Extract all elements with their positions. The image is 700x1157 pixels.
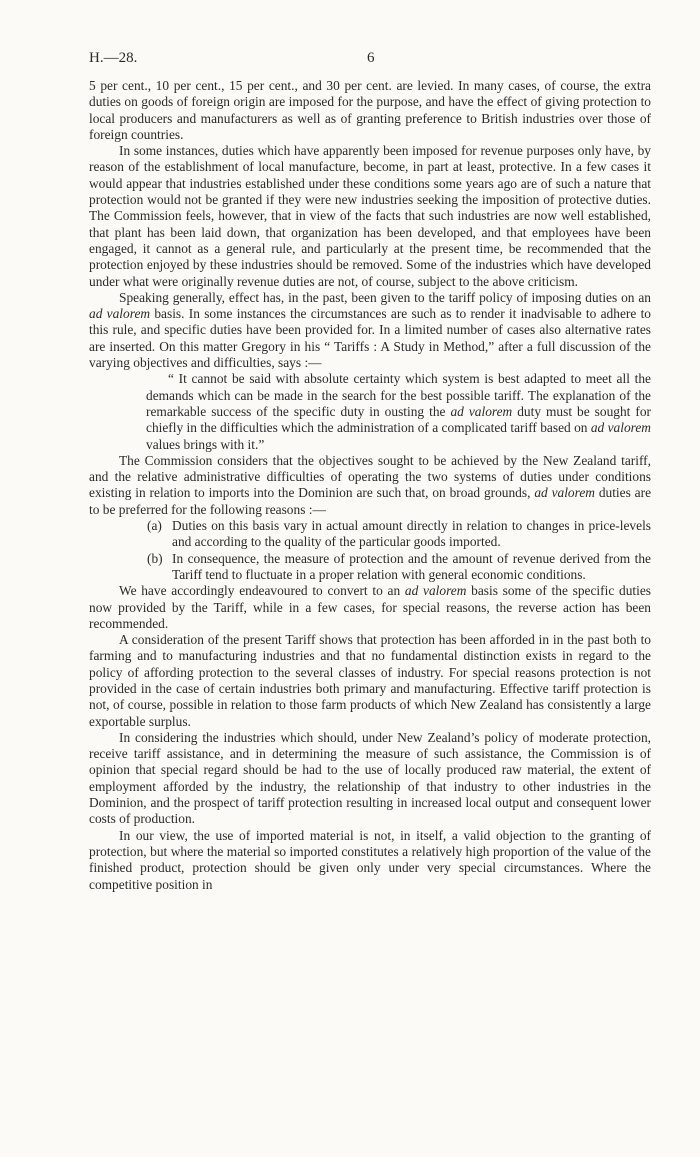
italic-term: ad valorem: [404, 583, 467, 599]
italic-term: ad valorem: [534, 485, 595, 501]
paragraph-commission-considers: [89, 453, 651, 518]
text-run: “ It cannot be said with absolute certainty which system is best adapted to meet all the demands which can be made in the search for the best possible tariff. The explanation of the remarkable success of the specific duty in ousting the: [146, 371, 651, 419]
list-item-b: [147, 551, 651, 584]
page-number: 6: [367, 50, 375, 66]
italic-term: ad valorem: [590, 420, 651, 436]
paragraph-revenue-duties: In some instances, duties which have apparently been imposed for revenue purposes only have, by reason of the establishment of local manufacture, become, in part at least, protective. In a few cases it would appear that industries established under these conditions some years ago are of such a nature that protection would not be granted if they were new industries seeking the imposition of protective duties. The Commission feels, however, that in view of the facts that such industries are now well established, that plant has been laid down, that organization has been developed, and that employees have been engaged, it cannot as a general rule, and particularly at the present time, be recommended that the protection enjoyed by these industries should be removed. Some of the industries which have developed under what were originally revenue duties are not, of course, subject to the above criticism.: [89, 143, 651, 289]
paragraph-moderate-protection: In considering the industries which should, under New Zealand’s policy of moderate protection, receive tariff assistance, and in determining the measure of such assistance, the Commission is of opinion that special regard should be had to the use of locally produced raw material, the extent of employment afforded by the industry, the relationship of that industry to other industries in the Dominion, and the prospect of tariff protection resulting in increased local output and consequent lower costs of production.: [89, 729, 651, 827]
text-run: values brings with it.”: [146, 436, 265, 452]
list-item-a: [147, 518, 651, 551]
text-run: Speaking generally, effect has, in the past, been given to the tariff policy of imposing duties on an: [119, 289, 651, 305]
document-body: [89, 78, 651, 893]
italic-term: ad valorem: [450, 403, 513, 419]
text-run: We have accordingly endeavoured to convert to an: [119, 583, 405, 599]
list-text: Duties on this basis vary in actual amount directly in relation to changes in price-levels and according to the quality of the particular goods imported.: [172, 518, 651, 550]
list-text: In consequence, the measure of protection and the amount of revenue derived from the Tariff tend to fluctuate in a proper relation with general economic conditions.: [172, 550, 651, 582]
italic-term: ad valorem: [89, 306, 151, 322]
text-run: duties are to be preferred for the following reasons :—: [89, 485, 652, 517]
text-run: The Commission considers that the objectives sought to be achieved by the New Zealand tariff, and the relative administrative difficulties of operating the two systems of duties under conditions existing in relation to imports into the Dominion are such that, on broad grounds,: [89, 452, 651, 501]
paragraph-continued: 5 per cent., 10 per cent., 15 per cent., and 30 per cent. are levied. In many cases, of course, the extra duties on goods of foreign origin are imposed for the purpose, and have the effect of giving protection to local producers and manufacturers as well as of granting preference to British industries over those of foreign countries.: [89, 78, 651, 142]
block-quote: [146, 371, 651, 452]
paragraph-conversion: [89, 583, 651, 632]
paragraph-farming-manufacturing: A consideration of the present Tariff shows that protection has been afforded in in the past both to farming and to manufacturing industries and that no fundamental distinction exists in regard to the policy of affording protection to the several classes of industry. For special reasons protection is not provided in the case of certain industries both primary and manufacturing. Effective tariff protection is not, of course, possible in relation to those farm products of which New Zealand has consistently a large exportable surplus.: [89, 632, 651, 729]
paragraph-imported-material: In our view, the use of imported material is not, in itself, a valid objection to the granting of protection, but where the material so imported constitutes a relatively high proportion of the value of the finished product, protection should be given only under very special circumstances. Where the competitive position in: [89, 827, 651, 892]
page-header: [89, 50, 649, 72]
text-run: basis some of the specific duties now provided by the Tariff, while in a few cases, for special reasons, the reverse action has been recommended.: [89, 583, 651, 631]
text-run: duty must be sought for chiefly in the difficulties which the administration of a complicated tariff based on: [146, 403, 652, 436]
list-label: (a): [147, 518, 162, 534]
list-label: (b): [147, 550, 163, 566]
paragraph-ad-valorem-policy: [89, 290, 651, 371]
text-run: basis. In some instances the circumstances are such as to render it inadvisable to adhere to this rule, and specific duties have been provided for. In a limited number of cases also alternative rates are inserted. On this matter Gregory in his “ Tariffs : A Study in Method,” after a full discussion of the varying objectives and difficulties, says :—: [89, 306, 651, 371]
document-code: H.—28.: [89, 50, 138, 66]
